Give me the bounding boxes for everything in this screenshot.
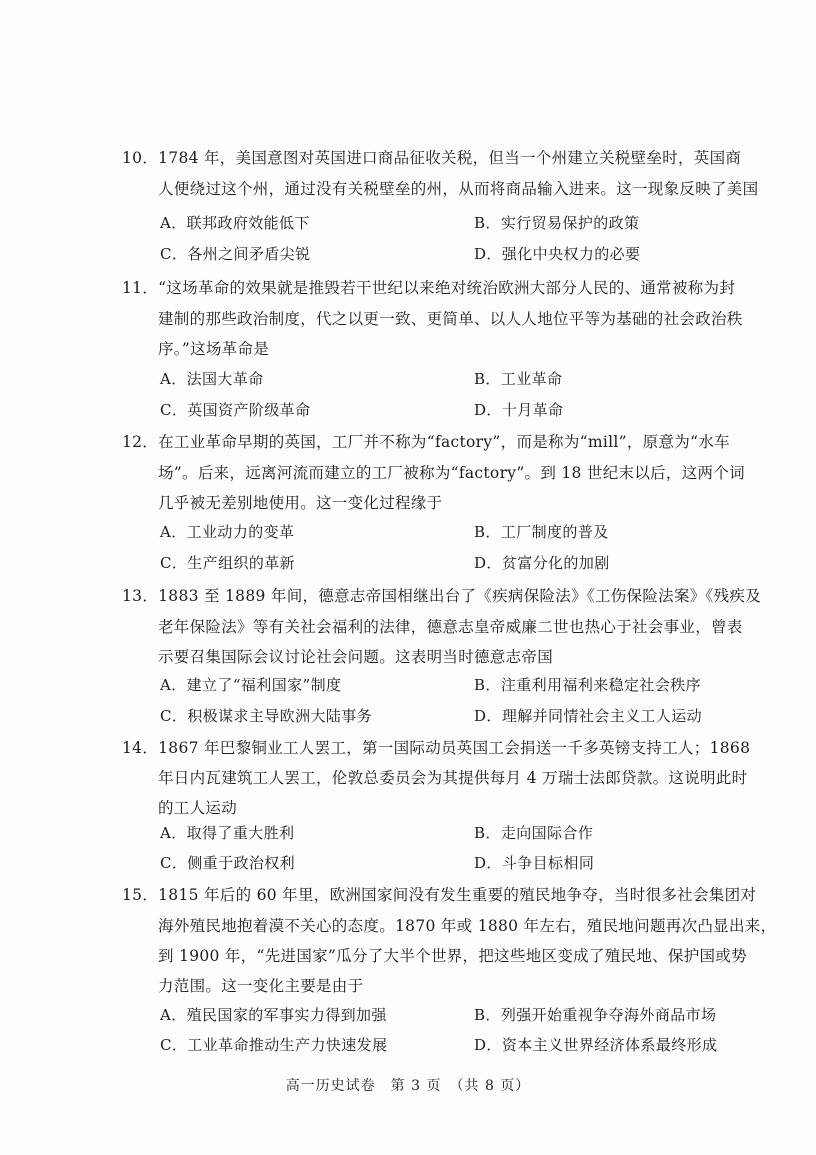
option-a: A．法国大革命 (160, 370, 264, 388)
option-c: C．侧重于政治权利 (160, 854, 296, 872)
question-text-line: 12．在工业革命早期的英国，工厂并不称为“factory”，而是称为“mill”，原意为“水车 (122, 433, 730, 451)
question-text-line: 14．1867 年巴黎铜业工人罢工，第一国际动员英国工会捐送一千多英镑支持工人；1868 (122, 739, 751, 757)
option-d: D．十月革命 (474, 401, 564, 419)
option-a: A．殖民国家的军事实力得到加强 (160, 1006, 387, 1024)
option-d: D．斗争目标相同 (474, 854, 595, 872)
option-a: A．建立了“福利国家”制度 (160, 676, 342, 694)
option-d: D．贫富分化的加剧 (474, 554, 610, 572)
option-c: C．各州之间矛盾尖锐 (160, 245, 311, 263)
question-text-line: 老年保险法》等有关社会福利的法律，德意志皇帝威廉二世也热心于社会事业，曾表 (158, 618, 743, 636)
option-a: A．取得了重大胜利 (160, 824, 295, 842)
option-d: D．理解并同情社会主义工人运动 (474, 707, 703, 725)
question-text-line: 场”。后来，远离河流而建立的工厂被称为“factory”。到 18 世纪末以后，这两个词 (158, 464, 745, 482)
question-text-line: 建制的那些政治制度，代之以更一致、更简单、以人人地位平等为基础的社会政治秩 (158, 310, 743, 328)
option-b: B．列强开始重视争夺海外商品市场 (474, 1006, 717, 1024)
question-text-line: 人便绕过这个州，通过没有关税壁垒的州，从而将商品输入进来。这一现象反映了美国 (158, 180, 759, 198)
option-a: A．工业动力的变革 (160, 523, 295, 541)
question-text-line: 年日内瓦建筑工人罢工，伦敦总委员会为其提供每月 4 万瑞士法郎贷款。这说明此时 (158, 769, 748, 787)
option-a: A．联邦政府效能低下 (160, 214, 310, 232)
option-b: B．工厂制度的普及 (474, 523, 609, 541)
option-b: B．走向国际合作 (474, 824, 594, 842)
option-b: B．注重利用福利来稳定社会秩序 (474, 676, 702, 694)
option-c: C．生产组织的革新 (160, 554, 296, 572)
question-text-line: 序。”这场革命是 (158, 340, 270, 358)
question-text-line: 13．1883 至 1889 年间，德意志帝国相继出台了《疾病保险法》《工伤保险法案》《残疾及 (122, 587, 761, 605)
question-text-line: 15．1815 年后的 60 年里，欧洲国家间没有发生重要的殖民地争夺，当时很多社会集团对 (122, 886, 757, 904)
option-b: B．实行贸易保护的政策 (474, 214, 640, 232)
option-c: C．英国资产阶级革命 (160, 401, 311, 419)
question-text-line: 示要召集国际会议讨论社会问题。这表明当时德意志帝国 (158, 648, 554, 666)
question-text-line: 到 1900 年，“先进国家”瓜分了大半个世界，把这些地区变成了殖民地、保护国或势 (158, 947, 747, 965)
question-text-line: 力范围。这一变化主要是由于 (158, 977, 364, 995)
option-c: C．积极谋求主导欧洲大陆事务 (160, 707, 373, 725)
option-c: C．工业革命推动生产力快速发展 (160, 1036, 388, 1054)
option-b: B．工业革命 (474, 370, 563, 388)
question-text-line: 11．“这场革命的效果就是推毁若干世纪以来绝对统治欧洲大部分人民的、通常被称为封 (122, 279, 736, 297)
option-d: D．资本主义世界经济体系最终形成 (474, 1036, 718, 1054)
question-text-line: 10．1784 年，美国意图对英国进口商品征收关税，但当一个州建立关税壁垒时，英国商 (122, 149, 742, 167)
question-text-line: 几乎被无差别地使用。这一变化过程缘于 (158, 494, 443, 512)
question-text-line: 海外殖民地抱着漠不关心的态度。1870 年或 1880 年左右，殖民地问题再次凸显出来， (158, 917, 777, 935)
page-footer: 高一历史试卷 第 3 页 （共 8 页） (285, 1078, 531, 1094)
question-text-line: 的工人运动 (158, 799, 238, 817)
option-d: D．强化中央权力的必要 (474, 245, 641, 263)
